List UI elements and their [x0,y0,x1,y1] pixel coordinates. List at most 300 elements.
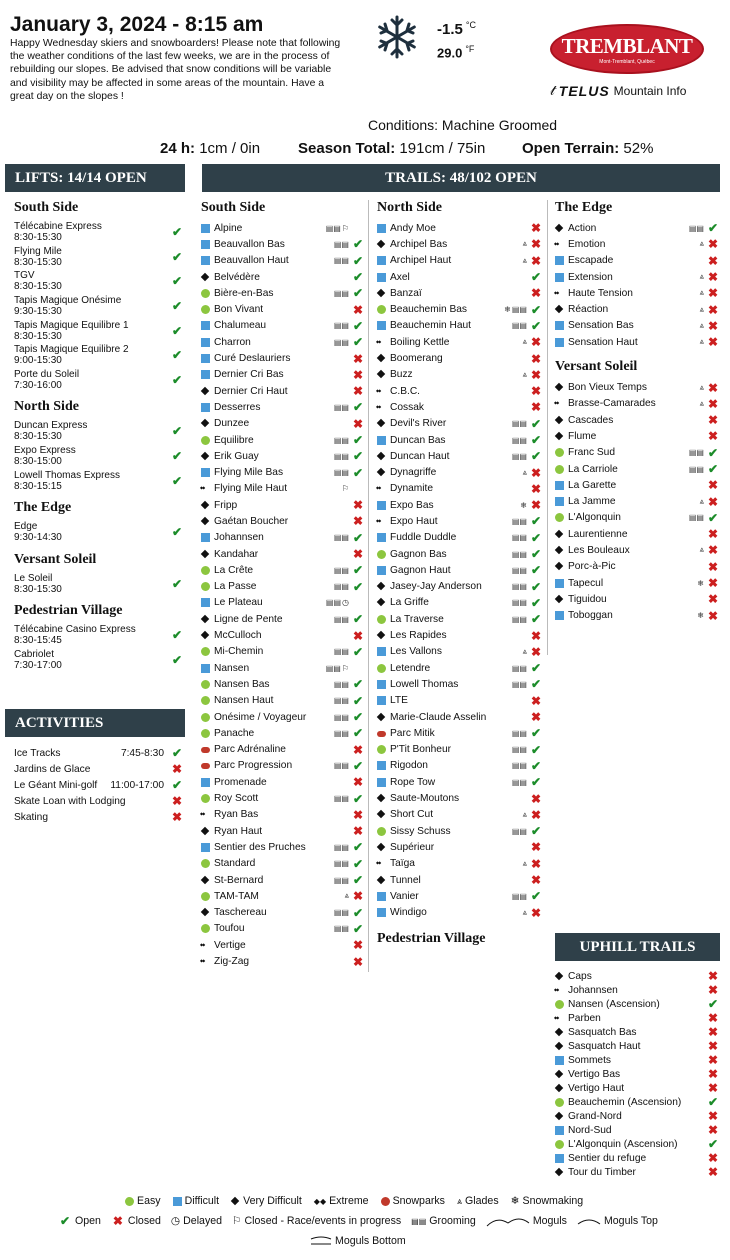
trail-row[interactable] [201,432,365,448]
trail-icons [334,582,349,591]
closed-icon: ✖ [707,380,719,395]
trail-row[interactable] [201,464,365,480]
trail-row[interactable] [201,856,365,872]
trail-icons [512,680,527,689]
trail-row[interactable] [377,660,543,676]
trail-row[interactable] [555,526,720,542]
trail-row[interactable] [377,644,543,660]
trail-icons [522,810,527,820]
trail-row[interactable] [377,839,543,855]
trail-row[interactable] [377,742,543,758]
uphill-row[interactable] [555,997,720,1011]
trail-row[interactable] [201,546,365,562]
trail-row[interactable] [555,334,720,350]
trail-row[interactable] [201,725,365,741]
trail-name: Beauchemin Haut [390,320,471,332]
closed-icon: ✖ [530,791,542,806]
trail-row[interactable] [201,318,365,334]
trail-row[interactable] [201,236,365,252]
open-icon: ✔ [171,249,183,264]
trail-row[interactable] [201,399,365,415]
trail-row[interactable] [201,953,365,969]
uphill-row[interactable] [555,1039,720,1053]
uphill-row[interactable] [555,1067,720,1081]
activity-row[interactable] [14,809,184,825]
snowmaking-icon: ❄ [504,305,511,315]
open-icon: ✔ [352,579,364,594]
open-icon: ✔ [352,286,364,301]
lifts-list [14,193,184,672]
very-difficult-icon [377,468,386,477]
trail-row[interactable] [377,595,543,611]
trail-row[interactable] [377,334,543,350]
closed-icon: ✖ [352,351,364,366]
very-difficult-icon [555,972,564,981]
trail-name: Gaétan Boucher [214,515,289,527]
race-flag-icon: ⚐ [341,223,349,233]
trail-icons [689,224,704,233]
activity-row[interactable] [14,761,184,777]
trail-row[interactable] [201,285,365,301]
sponsor-text: Mountain Info [613,83,687,98]
difficult-icon [377,761,386,770]
open-icon: ✔ [530,726,542,741]
open-icon: ✔ [530,416,542,431]
trail-name: Le Plateau [214,597,263,609]
trails-south-side [201,193,365,970]
trail-row[interactable] [555,559,720,575]
lift-row[interactable] [14,444,184,469]
trail-row[interactable] [201,774,365,790]
open-icon: ✔ [530,563,542,578]
open-icon: ✔ [352,758,364,773]
grooming-icon: ▤▤ [511,582,527,592]
open-icon: ✔ [352,873,364,888]
lift-name: Télécabine Casino Express [14,624,136,636]
trail-row[interactable] [377,790,543,806]
closed-icon: ✖ [530,286,542,301]
open-icon: ✔ [530,661,542,676]
open-icon: ✔ [352,840,364,855]
trail-row[interactable] [555,428,720,444]
trail-name: Banzaï [390,287,422,299]
temperature [437,20,476,60]
trail-row[interactable] [201,301,365,317]
grooming-icon: ▤▤ [511,679,527,689]
trail-name: Boomerang [390,353,443,365]
trail-row[interactable] [377,285,543,301]
trail-icons [334,240,349,249]
trail-row[interactable] [377,758,543,774]
glade-icon: ⩓ [522,337,527,347]
trail-row[interactable] [377,774,543,790]
trail-row[interactable] [377,513,543,529]
trail-icons [512,517,527,526]
trails-north-side [377,193,543,951]
trail-row[interactable] [201,383,365,399]
difficult-icon [377,273,386,282]
trail-row[interactable] [201,513,365,529]
very-difficult-icon [377,810,386,819]
closed-icon: ✖ [352,367,364,382]
trail-row[interactable] [377,318,543,334]
uphill-name: Sasquatch Haut [568,1040,641,1052]
trail-name: TAM-TAM [214,890,259,902]
grooming-icon: ▤▤ [333,451,349,461]
difficult-icon [201,843,210,852]
uphill-row[interactable] [555,1109,720,1123]
trail-name: Fuddle Duddle [390,532,457,544]
easy-icon [201,566,210,575]
lift-name: Tapis Magique Onésime [14,295,122,307]
difficult-icon [201,778,210,787]
trail-icons [334,468,349,477]
trail-row[interactable] [377,236,543,252]
trail-name: Supérieur [390,841,435,853]
closed-icon: ✖ [707,1081,719,1095]
sponsor-banner [550,82,686,99]
uphill-name: Nord-Sud [568,1124,612,1136]
closed-icon: ✖ [707,1011,719,1025]
activity-row[interactable] [14,745,184,761]
trail-row[interactable] [555,608,720,624]
trail-row[interactable] [201,579,365,595]
difficult-icon [377,892,386,901]
trail-row[interactable] [201,758,365,774]
trail-icons [699,383,704,393]
trail-row[interactable] [555,379,720,395]
trail-row[interactable] [377,253,543,269]
trail-name: La Carriole [568,463,618,475]
uphill-name: L'Algonquin (Ascension) [568,1138,678,1150]
trail-row[interactable] [555,253,720,269]
trail-row[interactable] [201,937,365,953]
trail-icons [697,579,704,588]
extreme-icon [377,403,386,412]
trail-row[interactable] [555,510,720,526]
trail-row[interactable] [377,888,543,904]
trail-name: Flying Mile Haut [214,483,288,495]
very-difficult-icon [377,240,386,249]
lift-row[interactable] [14,343,184,368]
trail-row[interactable] [555,236,720,252]
easy-icon [201,892,210,901]
trail-row[interactable] [555,461,720,477]
trail-name: Archipel Bas [390,238,448,250]
lift-name: Tapis Magique Equilibre 2 [14,344,129,356]
trail-row[interactable] [377,497,543,513]
closed-icon: ✖ [530,628,542,643]
trail-row[interactable] [201,888,365,904]
trail-row[interactable] [377,856,543,872]
trail-row[interactable] [201,367,365,383]
trail-row[interactable] [377,725,543,741]
trail-row[interactable] [555,493,720,509]
trail-row[interactable] [377,383,543,399]
trail-row[interactable] [377,220,543,236]
trail-row[interactable] [201,823,365,839]
uphill-row[interactable] [555,1081,720,1095]
trail-row[interactable] [377,904,543,920]
trail-row[interactable] [201,562,365,578]
glade-icon: ⩓ [699,496,704,506]
trail-row[interactable] [377,693,543,709]
uphill-row[interactable] [555,1025,720,1039]
trail-row[interactable] [377,301,543,317]
lift-row[interactable] [14,572,184,597]
lift-row[interactable] [14,269,184,294]
closed-icon: ✖ [352,514,364,529]
trail-row[interactable] [377,676,543,692]
trail-row[interactable] [377,464,543,480]
difficult-icon [555,1126,564,1135]
grooming-icon: ▤▤ [511,761,527,771]
lift-row[interactable] [14,623,184,648]
trail-row[interactable] [201,334,365,350]
trail-row[interactable] [555,477,720,493]
trail-name: Windigo [390,907,427,919]
lift-row[interactable] [14,520,184,545]
trail-row[interactable] [377,807,543,823]
trail-icons [334,338,349,347]
trail-icons [512,729,527,738]
uphill-row[interactable] [555,969,720,983]
closed-icon: ✖ [707,1025,719,1039]
trail-row[interactable] [201,660,365,676]
grooming-icon: ▤▤ [511,435,527,445]
closed-icon: ✖ [707,1123,719,1137]
trail-row[interactable] [377,432,543,448]
trail-row[interactable] [377,872,543,888]
trail-row[interactable] [377,399,543,415]
open-icon: ✔ [352,644,364,659]
trail-name: Sentier des Pruches [214,841,306,853]
very-difficult-icon [377,713,386,722]
trail-row[interactable] [377,481,543,497]
trail-icons [699,337,704,347]
uphill-row[interactable] [555,983,720,997]
trail-icons [520,501,527,510]
trail-row[interactable] [201,709,365,725]
trail-row[interactable] [377,579,543,595]
grooming-icon: ▤▤ [333,239,349,249]
lift-row[interactable] [14,468,184,493]
uphill-row[interactable] [555,1165,720,1179]
glade-icon: ⩓ [522,467,527,477]
trail-row[interactable] [201,611,365,627]
lift-row[interactable] [14,220,184,245]
activity-name: Skate Loan with Lodging [14,795,126,807]
activity-row[interactable] [14,793,184,809]
closed-icon: ✖ [530,335,542,350]
trail-row[interactable] [377,448,543,464]
trail-row[interactable] [555,575,720,591]
closed-icon: ✖ [530,644,542,659]
trail-row[interactable] [377,416,543,432]
trail-icons [334,696,349,705]
trail-row[interactable] [377,823,543,839]
grooming-icon: ▤▤ [333,761,349,771]
uphill-row[interactable] [555,1053,720,1067]
trail-name: Dernier Cri Haut [214,385,288,397]
closed-icon: ✖ [352,498,364,513]
trail-row[interactable] [377,627,543,643]
lift-info [14,470,120,492]
closed-icon: ✖ [707,302,719,317]
trail-row[interactable] [201,904,365,920]
trail-row[interactable] [201,497,365,513]
trail-row[interactable] [377,709,543,725]
snow-conditions: Conditions: Machine Groomed [368,117,558,133]
trail-name: Flume [568,430,597,442]
trail-row[interactable] [377,562,543,578]
trail-row[interactable] [201,872,365,888]
trail-row[interactable] [201,350,365,366]
trail-row[interactable] [201,269,365,285]
glade-icon: ⩓ [522,858,527,868]
very-difficult-icon [201,419,210,428]
very-difficult-icon [555,224,564,233]
trail-row[interactable] [377,269,543,285]
trail-row[interactable] [555,269,720,285]
uphill-row[interactable] [555,1137,720,1151]
closed-icon: ✖ [352,807,364,822]
trail-row[interactable] [201,416,365,432]
uphill-row[interactable] [555,1011,720,1025]
snowpark-icon [201,747,210,753]
grooming-icon: ▤▤ [511,891,527,901]
trail-row[interactable] [201,448,365,464]
trail-row[interactable] [555,591,720,607]
lift-row[interactable] [14,419,184,444]
trail-row[interactable] [555,412,720,428]
lift-hours: 9:30-15:30 [14,306,62,318]
lift-row[interactable] [14,368,184,393]
trail-row[interactable] [201,742,365,758]
extreme-icon [555,986,564,995]
trail-icons [512,598,527,607]
trail-name: Buzz [390,369,413,381]
grooming-icon: ▤▤ [333,647,349,657]
lift-row[interactable] [14,648,184,673]
trail-name: Lowell Thomas [390,678,459,690]
open-icon: ✔ [530,530,542,545]
trail-row[interactable] [377,367,543,383]
trail-row[interactable] [201,481,365,497]
trail-name: Expo Haut [390,515,438,527]
race-flag-icon: ⚐ [341,484,349,494]
grooming-icon: ▤▤ [511,565,527,575]
closed-icon: ✖ [352,547,364,562]
trail-row[interactable] [201,595,365,611]
trail-row[interactable] [201,676,365,692]
tremblant-logo[interactable] [550,24,704,74]
trail-row[interactable] [377,350,543,366]
uphill-name: Sentier du refuge [568,1152,647,1164]
grooming-icon: ▤▤ [325,663,341,673]
open-icon: ✔ [530,579,542,594]
section-title: Pedestrian Village [14,603,123,619]
closed-icon: ✖ [530,253,542,268]
lift-row[interactable] [14,294,184,319]
difficult-icon [377,647,386,656]
open-icon: ✔ [352,921,364,936]
open-icon: ✔ [530,889,542,904]
trail-row[interactable] [201,627,365,643]
open-icon: ✔ [352,335,364,350]
easy-icon [201,305,210,314]
trail-row[interactable] [555,396,720,412]
uphill-row[interactable] [555,1151,720,1165]
trail-row[interactable] [555,220,720,236]
trail-row[interactable] [377,546,543,562]
activities-header: ACTIVITIES [5,709,185,737]
uphill-name: Vertigo Haut [568,1082,625,1094]
trail-icons [522,370,527,380]
extreme-icon [377,859,386,868]
difficult-icon [555,481,564,490]
lift-row[interactable] [14,318,184,343]
closed-icon: ✖ [352,938,364,953]
closed-icon: ✖ [530,367,542,382]
difficult-icon [555,256,564,265]
uphill-row[interactable] [555,1095,720,1109]
easy-icon [201,696,210,705]
trail-row[interactable] [555,542,720,558]
open-icon: ✔ [530,677,542,692]
trail-row[interactable] [201,530,365,546]
trail-row[interactable] [377,530,543,546]
grooming-icon: ▤▤ [511,451,527,461]
trail-name: Duncan Bas [390,434,446,446]
glade-icon: ⩓ [522,646,527,656]
trail-row[interactable] [201,693,365,709]
closed-icon: ✖ [530,237,542,252]
trail-name: Flying Mile Bas [214,467,284,479]
trail-row[interactable] [201,921,365,937]
grooming-icon: ▤▤ [333,842,349,852]
lift-hours: 8:30-15:30 [14,232,62,244]
section-title: North Side [377,200,442,215]
trail-row[interactable] [201,220,365,236]
trail-row[interactable] [201,790,365,806]
trail-icons [512,566,527,575]
trail-row[interactable] [377,611,543,627]
section-title: Versant Soleil [14,551,97,567]
easy-icon [377,827,386,836]
trail-row[interactable] [201,839,365,855]
trail-row[interactable] [555,445,720,461]
trail-row[interactable] [201,644,365,660]
lift-row[interactable] [14,245,184,270]
trail-row[interactable] [201,253,365,269]
closed-icon: ✖ [352,384,364,399]
open-icon: ✔ [352,270,364,285]
trail-icons [699,305,704,315]
open-icon: ✔ [352,710,364,725]
very-difficult-icon [377,354,386,363]
difficult-icon [201,533,210,542]
activity-row[interactable] [14,777,184,793]
uphill-row[interactable] [555,1123,720,1137]
difficult-icon [555,338,564,347]
trail-row[interactable] [201,807,365,823]
trail-row[interactable] [555,301,720,317]
grooming-icon: ▤▤ [333,468,349,478]
trail-row[interactable] [555,318,720,334]
trail-row[interactable] [555,285,720,301]
trail-name: Rope Tow [390,776,436,788]
